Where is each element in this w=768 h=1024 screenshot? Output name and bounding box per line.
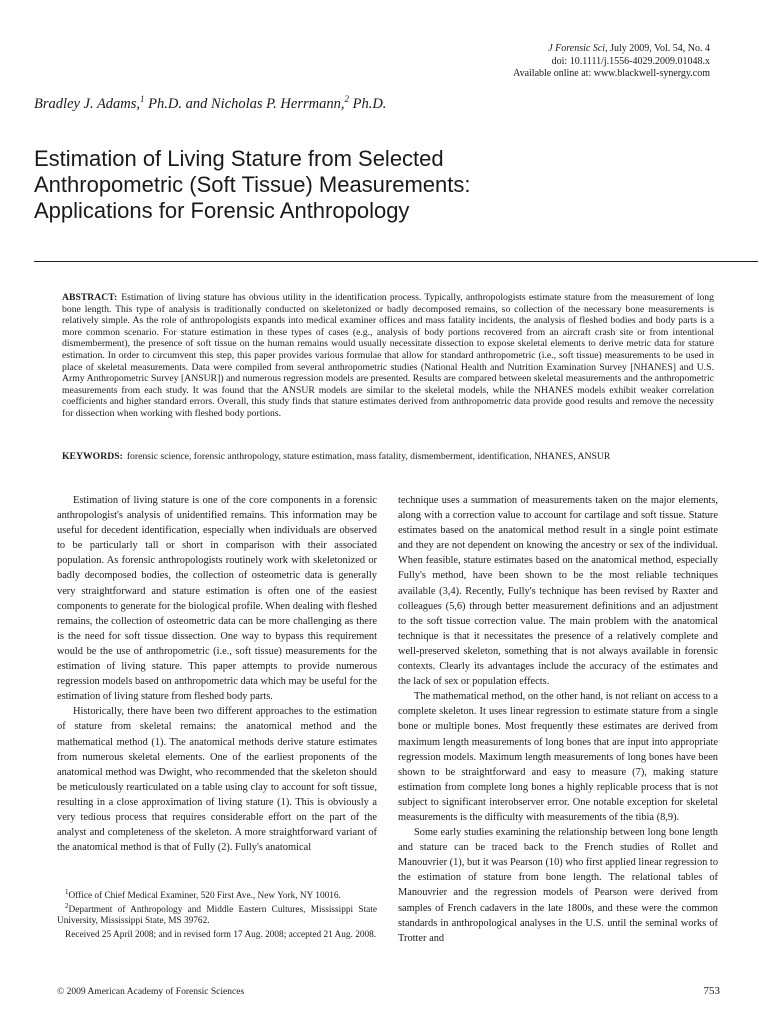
body-paragraph: Some early studies examining the relationship between long bone length and stature can be traced back to the French studies of Rollet and Manouvrier (1), but it was Pearson (10) who first applied linear regression to the estimation of stature from bone length. The relational tables of Manouvrier and the regression models of Pearson were derived from samples of French cadavers in the late 1800s, and these were the common standards in anthropological analyses in the U.S. until the seminal works of Trotter and — [398, 827, 719, 944]
title-line-2: Anthropometric (Soft Tissue) Measurements: — [34, 172, 471, 197]
body-column-left — [57, 493, 377, 855]
journal-name: J Forensic Sci, — [548, 43, 608, 54]
body-paragraph: Historically, there have been two different approaches to the estimation of stature from skeletal remains: the anatomical method and the mathematical method (1). The anatomical methods derive stature estimates from numerous skeletal elements. One of the earliest proponents of the anatomical method was Dwight, who recommended that the skeleton should be meticulously rearticulated on a table using clay to account for soft tissue, resulting in a close approximation of living stature (1). This is obviously a very tedious process that requires considerable effort on the part of the analyst and completeness of the skeleton. A more straightforward variant of the anatomical method is that of Fully (2). Fully's anatomical — [57, 706, 377, 854]
footnote-text: Office of Chief Medical Examiner, 520 First Ave., New York, NY 10016. — [68, 891, 341, 901]
footnotes — [57, 887, 377, 943]
footnote-text: Department of Anthropology and Middle Eastern Cultures, Mississippi State University, Mississippi State, MS 39762. — [57, 904, 377, 927]
journal-citation — [513, 43, 710, 56]
footnote-affiliation-2 — [57, 901, 377, 928]
author-1-affiliation-marker: 1 — [140, 94, 145, 105]
author-2-degree: Ph.D. — [348, 96, 387, 112]
title-line-1: Estimation of Living Stature from Selected — [34, 146, 444, 171]
keywords — [62, 451, 714, 463]
body-paragraph: The mathematical method, on the other hand, is not reliant on access to a complete skeleton. It uses linear regression to estimate stature from a single bone or multiple bones. Most frequently these estimates are derived from maximum length measurements of long bones that are input into appropriate regression models. Maximum length measurements of long bones have been shown to be straightforward and easy to measure (7), making stature estimation from complete long bones a highly replicable process that is not subject to significant interobserver error. One notable exception for skeletal measurements is the difficulty with measurements of the tibia (8,9). — [398, 691, 718, 823]
author-1-degree: Ph.D. and Nicholas P. Herrmann, — [144, 96, 345, 112]
abstract-text: Estimation of living stature has obvious utility in the identification process. Typically, anthropologists estimate stature from the measurement of long bone length. This type of analysis is traditionally conducted on skeletonized or badly decomposed remains, so collection of the necessary bone measurements is relatively simple. As the role of anthropologists expands into medical examiner offices and mass fatality incidents, the analysis of fleshed bodies and body parts is a more common scenario. For stature estimation in these types of cases (e.g., analysis of body portions recovered from an aircraft crash site or from intentional dismemberment), the presence of soft tissue on the human remains would usually necessitate dissection to expose skeletal elements to derive metric data for stature estimation. In order to circumvent this step, this paper provides various formulae that allow for standard anthropometric (i.e., soft tissue) measurements to be used in place of skeletal measurements. Data were compiled from several anthropometric studies (National Health and Nutrition Examination Survey [NHANES] and U.S. Army Anthropometric Survey [ANSUR]) and numerous regression models are presented. Results are compared between skeletal measurements and the anthropometric measurements from each study. It was found that the ANSUR models are similar to the skeletal models, while the NHANES models exhibit weaker correlation coefficients and higher standard errors. Overall, this study finds that stature estimates derived from anthropometric data provide good results and remove the necessity for dissection when working with fleshed body portions. — [62, 292, 714, 419]
keywords-text: forensic science, forensic anthropology, stature estimation, mass fatality, dismemberment, identification, NHANES, ANSUR — [126, 451, 611, 462]
author-2-affiliation-marker: 2 — [344, 94, 349, 105]
author-line — [34, 96, 386, 113]
title-line-3: Applications for Forensic Anthropology — [34, 198, 410, 223]
journal-doi: doi: 10.1111/j.1556-4029.2009.01048.x — [551, 55, 710, 67]
footnote-affiliation-1 — [57, 887, 377, 903]
author-1: Bradley J. Adams, — [34, 96, 141, 112]
footnote-marker: 2 — [65, 901, 69, 910]
journal-volume: July 2009, Vol. 54, No. 4 — [607, 43, 710, 54]
footnote-marker: 1 — [65, 887, 69, 896]
page-number: 753 — [703, 985, 720, 997]
body-paragraph: Estimation of living stature is one of the core components in a forensic anthropologist's analysis of unidentified remains. This information may be useful for decedent identification, especially when individuals are observed to be particularly tall or short in comparison with their associated population. As forensic anthropologists routinely work with skeletonized or badly decomposed bodies, the collection of osteometric data is generally very straightforward and stature estimation is often one of the easiest components to generate for the biological profile. When dealing with fleshed remains, the collection of osteometric data can be more challenging as there is the need for soft tissue dissection. One way to bypass this requirement would be the use of anthropometric (i.e., soft tissue) measurements for the estimation of living stature. This paper attempts to provide numerous regression models based on anthropometric data which may be useful for the estimation of living stature from fleshed body parts. — [57, 495, 377, 703]
abstract-label: ABSTRACT: — [62, 292, 118, 303]
journal-citation-block — [513, 43, 710, 81]
keywords-label: KEYWORDS: — [62, 451, 123, 462]
copyright-notice: © 2009 American Academy of Forensic Sciences — [57, 987, 245, 997]
journal-availability: Available online at: www.blackwell-synergy.com — [513, 68, 710, 79]
article-title — [34, 146, 734, 224]
abstract — [62, 292, 714, 420]
body-column-right — [398, 493, 718, 946]
title-divider — [34, 261, 758, 262]
received-dates: Received 25 April 2008; and in revised form 17 Aug. 2008; accepted 21 Aug. 2008. — [65, 929, 377, 940]
body-paragraph: technique uses a summation of measurements taken on the major elements, along with a correction value to account for cartilage and soft tissue. Stature estimates based on the anatomical method result in a single point estimate and they are not dependent on knowing the ancestry or sex of the individual. When feasible, stature estimates based on the anatomical method, especially Fully's method, have been shown to be the most reliable techniques available (3,4). Recently, Fully's technique has been revised by Raxter and colleagues (5,6) through better measurement definitions and an adjustment to the soft tissue correction value. The main problem with the anatomical technique is that it necessitates the presence of a relatively complete and well-preserved skeleton, something that is not always available in forensic contexts. Clearly its advantages include the accuracy of the estimates and the lack of sex or population effects. — [398, 495, 718, 688]
